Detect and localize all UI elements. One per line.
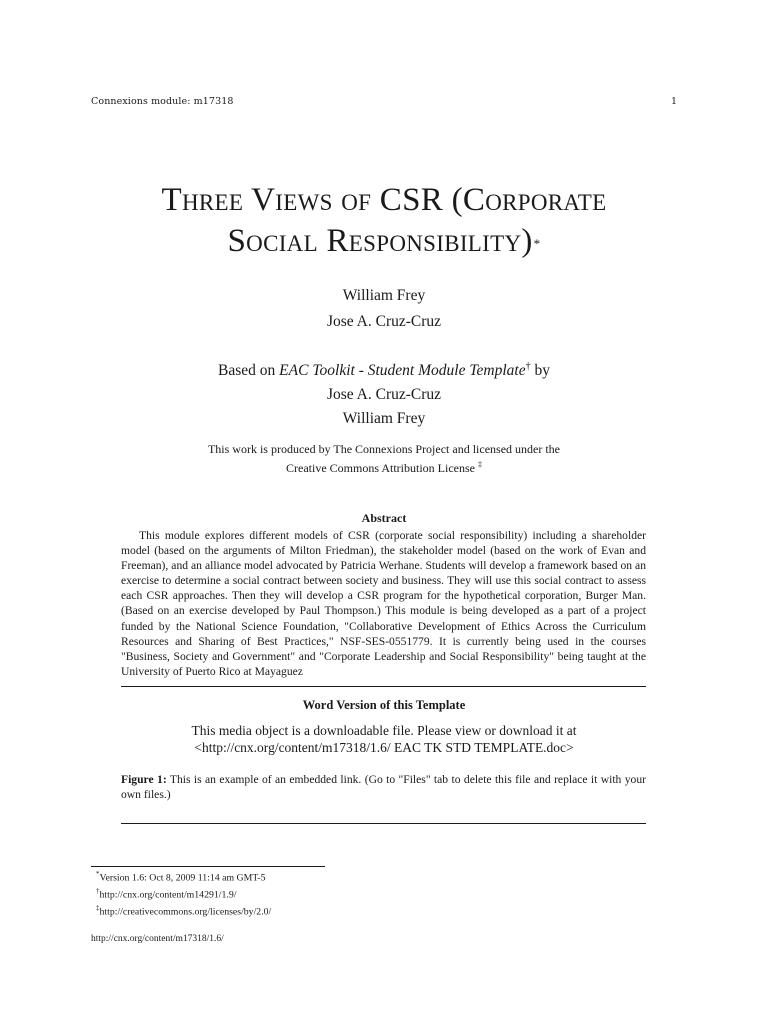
footnote-text[interactable]: http://creativecommons.org/licenses/by/2.0/ xyxy=(99,906,272,918)
media-description xyxy=(0,722,768,756)
footnote-license-link[interactable] xyxy=(96,902,271,919)
title-line-1: Three Views of CSR (Corporate xyxy=(161,182,607,218)
based-on-line xyxy=(0,361,768,380)
abstract-text: This module explores different models of CSR (corporate social responsibility) including a shareholder model (based on the arguments of Milton Friedman), the stakeholder model (based on the work of Evan and Freeman), and an alliance model advocated by Patricia Werhane. Students will develop a framework based on an exercise to determine a social contract between society and business. They will use this social contract to assess each CSR approaches. Then they will develop a CSR program for the hypothetical corporation, Burger Man. (Based on an exercise developed by Paul Thompson.) This module is being developed as a part of a project funded by the National Science Foundation, "Collaborative Development of Ethics Across the Curriculum Resources and Sharing of Best Practices," NSF-SES-0551779. It is currently being used in the courses "Business, Society and Government" and "Corporate Leadership and Social Responsibility" being taught at the University of Puerto Rico at Mayaguez xyxy=(121,529,646,678)
media-line-1: This media object is a downloadable file. Please view or download it at xyxy=(191,723,577,738)
footnote-mark: † xyxy=(96,887,100,896)
media-download-link[interactable]: <http://cnx.org/content/m17318/1.6/ EAC TK STD TEMPLATE.doc> xyxy=(194,740,574,755)
license-statement xyxy=(0,441,768,476)
license-line-2 xyxy=(0,457,768,476)
footnote-version xyxy=(96,868,271,885)
based-on-prefix: Based on xyxy=(218,362,280,380)
figure-caption xyxy=(121,772,646,802)
document-title xyxy=(0,180,768,262)
page-number: 1 xyxy=(670,96,677,107)
footnotes xyxy=(96,868,271,919)
footnote-text: Version 1.6: Oct 8, 2009 11:14 am GMT-5 xyxy=(99,872,266,884)
running-header: Connexions module: m17318 xyxy=(91,96,234,107)
based-on-author-1: Jose A. Cruz-Cruz xyxy=(326,386,442,403)
author-2: Jose A. Cruz-Cruz xyxy=(326,313,442,330)
media-top-rule xyxy=(121,686,646,687)
footer-url[interactable]: http://cnx.org/content/m17318/1.6/ xyxy=(91,934,224,944)
based-on-footnote-mark: † xyxy=(525,361,531,372)
footnote-text[interactable]: http://cnx.org/content/m14291/1.9/ xyxy=(99,889,237,901)
license-line-2-text: Creative Commons Attribution License xyxy=(286,461,475,475)
based-on-suffix: by xyxy=(530,362,550,380)
based-on-source: EAC Toolkit - Student Module Template xyxy=(279,362,526,380)
footnote-mark: ‡ xyxy=(96,904,100,913)
license-line-1: This work is produced by The Connexions Project and licensed under the xyxy=(207,442,561,456)
footnote-source-link[interactable] xyxy=(96,885,271,902)
title-line-2-text: Social Responsibility) xyxy=(227,223,533,259)
footnote-mark: * xyxy=(96,870,100,878)
title-line-2 xyxy=(0,221,768,262)
media-bottom-rule xyxy=(121,823,646,824)
figure-label: Figure 1: xyxy=(121,773,167,786)
figure-caption-text: This is an example of an embedded link. (Go to "Files" tab to delete this file and replace it with your own files.) xyxy=(121,773,646,802)
media-heading: Word Version of this Template xyxy=(302,698,466,712)
footnote-rule xyxy=(91,866,325,867)
license-footnote-mark: ‡ xyxy=(477,460,482,469)
author-1: William Frey xyxy=(342,287,426,304)
abstract-heading: Abstract xyxy=(361,511,407,525)
title-footnote-mark: * xyxy=(533,236,541,251)
based-on-author-2: William Frey xyxy=(342,410,426,427)
